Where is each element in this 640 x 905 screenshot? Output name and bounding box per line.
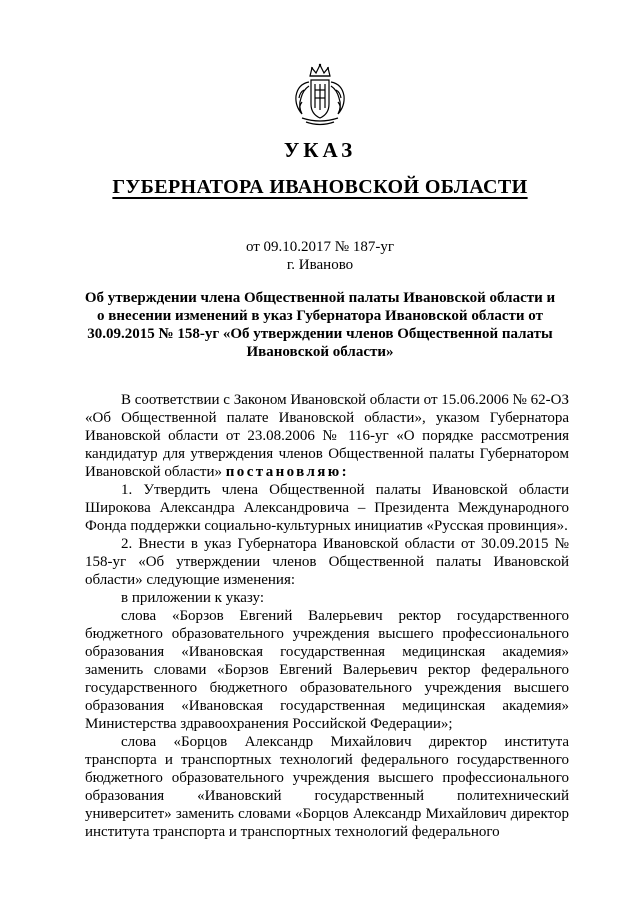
document-meta [0, 238, 640, 274]
ivanovo-coat-of-arms-icon [290, 62, 350, 130]
document-body [85, 391, 569, 841]
preamble-text: В соответствии с Законом Ивановской области от 15.06.2006 № 62-ОЗ «Об Общественной палате Ивановской области», указом Губернатора Ивановской области от 23.08.2006 № 116-уг «О порядке рассмотрения кандидатур для утверждения членов Общественной палаты Губернатором Ивановской области» [85, 392, 569, 480]
document-subtitle: ГУБЕРНАТОРА ИВАНОВСКОЙ ОБЛАСТИ [112, 176, 528, 198]
document-subject: Об утверждении члена Общественной палаты Ивановской области и о внесении изменений в указ Губернатора Ивановской области от 30.09.2015 № 158-уг «Об утверждении членов Общественной палаты Ивановской области» [84, 290, 556, 360]
document-date-number: от 09.10.2017 № 187-уг [245, 239, 395, 255]
item-1-paragraph: 1. Утвердить члена Общественной палаты Ивановской области Широкова Александра Александровича – Президента Международного Фонда поддержки социально-культурных инициатив «Русская провинция». [85, 482, 569, 534]
change-1-paragraph: слова «Борзов Евгений Валерьевич ректор государственного бюджетного образовательного учреждения высшего профессионального образования «Ивановская государственная медицинская академия» заменить словами «Борзов Евгений Валерьевич ректор федерального государственного бюджетного образовательного учреждения высшего образования «Ивановская государственная медицинская академия» Министерства здравоохранения Российской Федерации»; [85, 608, 569, 732]
item-2-paragraph: 2. Внести в указ Губернатора Ивановской области от 30.09.2015 № 158-уг «Об утверждении членов Общественной палаты Ивановской области» следующие изменения: [85, 536, 569, 588]
document-title: УКАЗ [283, 138, 357, 162]
preamble-paragraph [85, 391, 569, 481]
change-2-paragraph: слова «Борцов Александр Михайлович директор института транспорта и транспортных технологий федерального государственного бюджетного образовательного учреждения высшего профессионального образования «Ивановский государственный политехнический университет» заменить словами «Борцов Александр Михайлович директор института транспорта и транспортных технологий федерального [85, 734, 569, 840]
appendix-paragraph: в приложении к указу: [121, 590, 264, 606]
decree-word: постановляю: [225, 464, 350, 480]
document-city: г. Иваново [286, 257, 354, 273]
